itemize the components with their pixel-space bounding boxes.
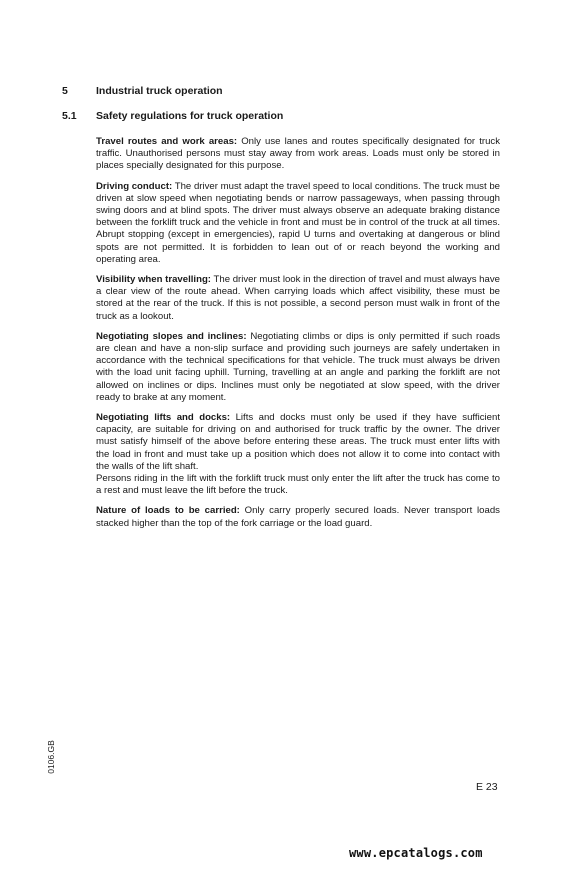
body-text xyxy=(96,136,500,538)
paragraph-visibility xyxy=(96,274,500,323)
paragraph-lead: Driving conduct: xyxy=(96,180,173,192)
subsection-title: Safety regulations for truck operation xyxy=(96,110,284,122)
subsection-number: 5.1 xyxy=(62,110,77,122)
paragraph-text: Only carry properly secured loads. Never transport loads stacked higher than the top of the fork carriage or the load guard. xyxy=(96,505,500,529)
paragraph-text: The driver must look in the direction of travel and must always have a clear view of the route ahead. When carrying loads which affect visibility, these must be stored at the rear of the truck. If this is not possible, a second person must walk in front of the truck as a lookout. xyxy=(96,274,500,322)
paragraph-driving-conduct xyxy=(96,181,500,266)
paragraph-lifts-docks xyxy=(96,412,500,497)
page-number: E 23 xyxy=(476,781,498,793)
section-number: 5 xyxy=(62,85,68,97)
paragraph-text: Only use lanes and routes specifically designated for truck traffic. Unauthorised persons must stay away from work areas. Loads must only be stored in places specially designated for this purpose. xyxy=(96,136,501,172)
paragraph-extra-text: Persons riding in the lift with the forklift truck must only enter the lift after the truck has come to a rest and must leave the lift before the truck. xyxy=(96,473,500,497)
paragraph-text: Negotiating climbs or dips is only permitted if such roads are clean and have a non-slip surface and providing such journeys are safely undertaken in accordance with the technical specifications for that vehicle. The truck must always be driven with the load unit facing uphill. Turning, travelling at an angle and parking the forklift are not allowed on inclines or dips. Inclines must only be negotiated at slow speed, with the driver ready to brake at any moment. xyxy=(96,330,501,403)
section-title: Industrial truck operation xyxy=(96,85,223,97)
paragraph-text: The driver must adapt the travel speed to local conditions. The truck must be driven at slow speed when negotiating bends or narrow passageways, when passing through swing doors and at blind spots. The driver must always observe an adequate braking distance between the forklift truck and the vehicle in front and must be in control of the truck at all times. Abrupt stopping (except in emergencies), rapid U turns and overtaking at dangerous or blind spots are not permitted. It is forbidden to lean out of or reach beyond the working and operating area. xyxy=(96,180,500,265)
paragraph-lead: Visibility when travelling: xyxy=(96,274,211,286)
document-code: 0106.GB xyxy=(45,740,56,774)
paragraph-travel-routes xyxy=(96,136,500,173)
paragraph-lead: Nature of loads to be carried: xyxy=(96,505,240,517)
watermark-url: www.epcatalogs.com xyxy=(349,846,483,860)
paragraph-nature-of-loads xyxy=(96,505,500,529)
paragraph-lead: Negotiating lifts and docks: xyxy=(96,412,231,424)
paragraph-slopes xyxy=(96,331,500,404)
paragraph-text: Lifts and docks must only be used if they have sufficient capacity, are suitable for driving on and authorised for truck traffic by the owner. The driver must satisfy himself of the above before entering these areas. The truck must enter lifts with the load in front and must take up a position which does not allow it to come into contact with the walls of the lift shaft. xyxy=(96,412,500,472)
paragraph-lead: Negotiating slopes and inclines: xyxy=(96,330,247,342)
paragraph-lead: Travel routes and work areas: xyxy=(96,136,238,147)
